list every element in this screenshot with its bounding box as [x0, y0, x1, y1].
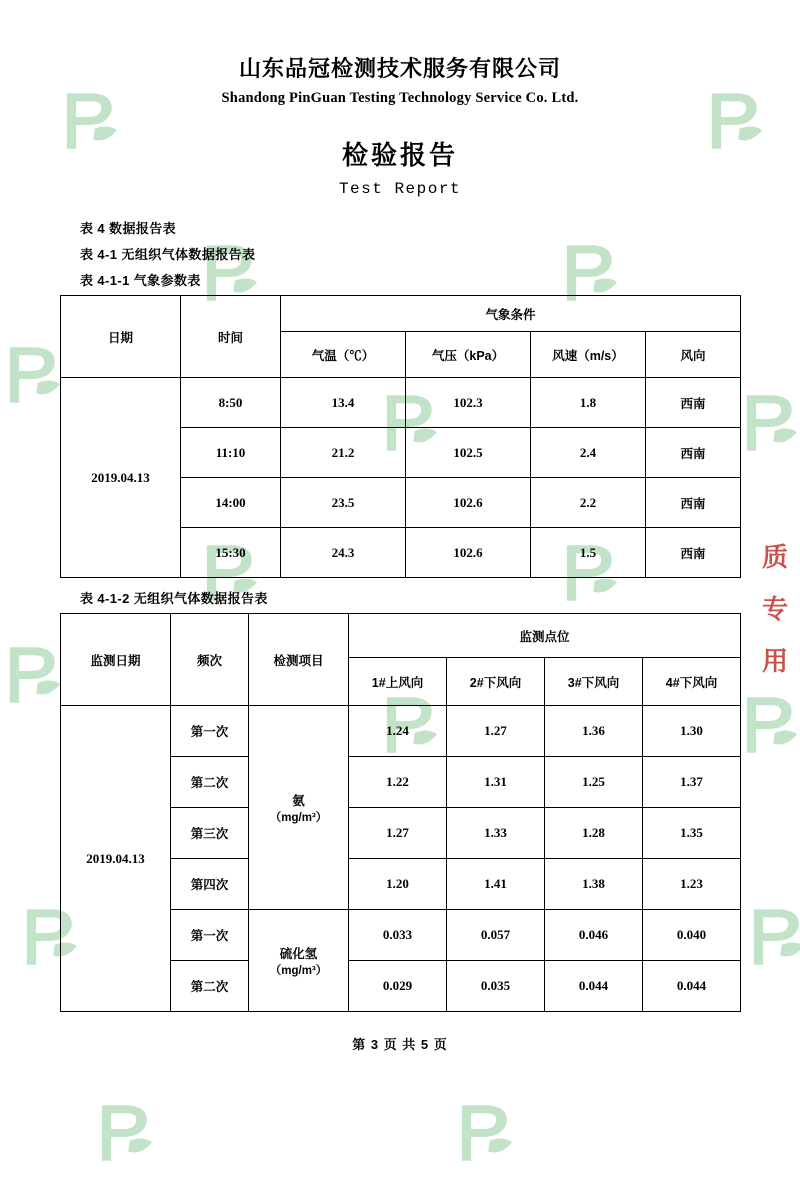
cell-pressure: 102.6 — [406, 478, 531, 528]
caption-table-4-1-2: 表 4-1-2 无组织气体数据报告表 — [80, 591, 268, 606]
cell-item-ammonia — [249, 706, 349, 910]
company-name-cn: 山东品冠检测技术服务有限公司 — [238, 56, 561, 81]
seal-char-2: 专 — [762, 595, 789, 624]
header-test-item: 检测项目 — [249, 614, 349, 706]
cell-point-1: 1.20 — [349, 859, 447, 910]
company-name-en: Shandong PinGuan Testing Technology Service Co. Ltd. — [221, 90, 579, 106]
cell-time: 11:10 — [181, 428, 281, 478]
cell-temperature: 21.2 — [281, 428, 406, 478]
cell-point-2: 1.31 — [447, 757, 545, 808]
caption-table-4-1: 表 4-1 无组织气体数据报告表 — [80, 247, 256, 262]
cell-point-2: 1.41 — [447, 859, 545, 910]
seal-char-1: 质 — [762, 543, 789, 572]
cell-wind-direction: 西南 — [646, 478, 741, 528]
cell-point-2: 0.057 — [447, 910, 545, 961]
cell-frequency: 第三次 — [171, 808, 249, 859]
cell-item-hydrogen-sulfide — [249, 910, 349, 1012]
watermark-logo — [90, 1100, 156, 1166]
item-name: 氨 — [292, 793, 305, 808]
header-monitor-points: 监测点位 — [349, 614, 741, 658]
cell-point-1: 0.033 — [349, 910, 447, 961]
header-pressure: 气压（kPa） — [406, 332, 531, 378]
cell-date: 2019.04.13 — [61, 378, 181, 578]
table-row — [61, 378, 741, 428]
cell-pressure: 102.6 — [406, 528, 531, 578]
cell-point-3: 0.046 — [545, 910, 643, 961]
table-row — [61, 706, 741, 757]
cell-point-3: 1.25 — [545, 757, 643, 808]
cell-wind-speed: 1.5 — [531, 528, 646, 578]
item-unit: （mg/m³） — [269, 811, 328, 824]
cell-wind-direction: 西南 — [646, 428, 741, 478]
header-wind-speed: 风速（m/s） — [531, 332, 646, 378]
cell-frequency: 第一次 — [171, 706, 249, 757]
table-header-row — [61, 614, 741, 658]
caption-table-4: 表 4 数据报告表 — [80, 221, 177, 236]
cell-frequency: 第二次 — [171, 757, 249, 808]
cell-wind-speed: 1.8 — [531, 378, 646, 428]
cell-point-3: 0.044 — [545, 961, 643, 1012]
cell-point-4: 1.23 — [643, 859, 741, 910]
cell-point-3: 1.28 — [545, 808, 643, 859]
cell-wind-direction: 西南 — [646, 378, 741, 428]
cell-point-4: 0.040 — [643, 910, 741, 961]
report-page — [0, 52, 800, 1053]
cell-point-2: 0.035 — [447, 961, 545, 1012]
cell-wind-speed: 2.2 — [531, 478, 646, 528]
cell-monitor-date: 2019.04.13 — [61, 706, 171, 1012]
header-point-1: 1#上风向 — [349, 658, 447, 706]
cell-frequency: 第一次 — [171, 910, 249, 961]
item-name: 硫化氢 — [279, 946, 318, 961]
cell-point-2: 1.27 — [447, 706, 545, 757]
header-weather-conditions: 气象条件 — [281, 296, 741, 332]
cell-point-4: 0.044 — [643, 961, 741, 1012]
header-wind-direction: 风向 — [646, 332, 741, 378]
cell-point-3: 1.38 — [545, 859, 643, 910]
cell-point-4: 1.37 — [643, 757, 741, 808]
cell-time: 8:50 — [181, 378, 281, 428]
gas-data-table — [60, 613, 741, 1012]
cell-temperature: 24.3 — [281, 528, 406, 578]
cell-wind-speed: 2.4 — [531, 428, 646, 478]
cell-point-1: 1.27 — [349, 808, 447, 859]
cell-point-4: 1.35 — [643, 808, 741, 859]
cell-frequency: 第二次 — [171, 961, 249, 1012]
cell-temperature: 13.4 — [281, 378, 406, 428]
header-time: 时间 — [181, 296, 281, 378]
header-frequency: 频次 — [171, 614, 249, 706]
watermark-logo — [450, 1100, 516, 1166]
header-date: 日期 — [61, 296, 181, 378]
cell-wind-direction: 西南 — [646, 528, 741, 578]
caption-table-4-1-1: 表 4-1-1 气象参数表 — [80, 273, 201, 288]
cell-point-2: 1.33 — [447, 808, 545, 859]
seal-char-3: 用 — [762, 647, 789, 676]
table-header-row — [61, 296, 741, 332]
cell-pressure: 102.3 — [406, 378, 531, 428]
cell-pressure: 102.5 — [406, 428, 531, 478]
page-footer: 第 3 页 共 5 页 — [352, 1037, 448, 1052]
weather-parameters-table — [60, 295, 741, 578]
header-point-2: 2#下风向 — [447, 658, 545, 706]
page-title-cn: 检验报告 — [341, 141, 458, 170]
header-monitor-date: 监测日期 — [61, 614, 171, 706]
cell-point-3: 1.36 — [545, 706, 643, 757]
cell-time: 14:00 — [181, 478, 281, 528]
cell-point-1: 1.22 — [349, 757, 447, 808]
cell-frequency: 第四次 — [171, 859, 249, 910]
header-point-3: 3#下风向 — [545, 658, 643, 706]
cell-point-1: 1.24 — [349, 706, 447, 757]
cell-point-4: 1.30 — [643, 706, 741, 757]
item-unit: （mg/m³） — [269, 964, 328, 977]
cell-point-1: 0.029 — [349, 961, 447, 1012]
cell-time: 15:30 — [181, 528, 281, 578]
header-point-4: 4#下风向 — [643, 658, 741, 706]
cell-temperature: 23.5 — [281, 478, 406, 528]
page-title-en: Test Report — [338, 180, 462, 198]
header-temperature: 气温（℃） — [281, 332, 406, 378]
